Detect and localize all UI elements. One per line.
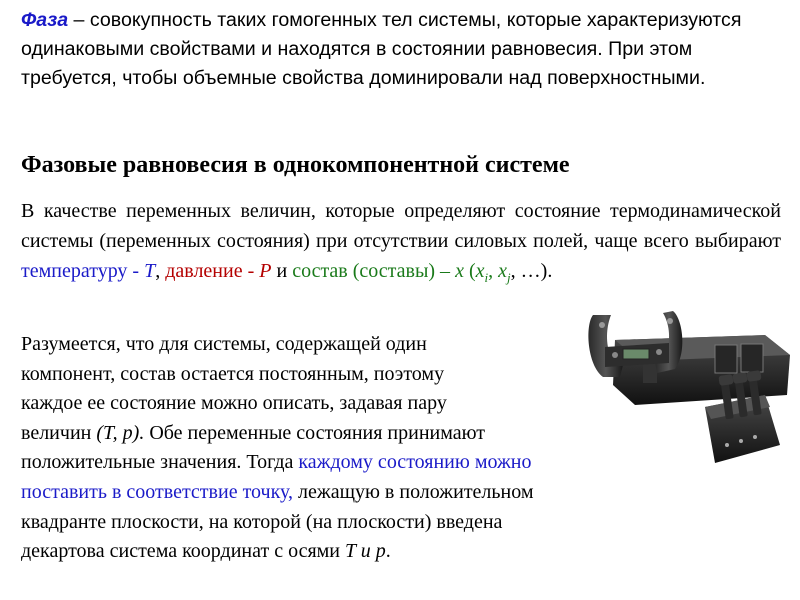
temperature-symbol: T [144, 260, 156, 282]
composition-term [292, 260, 511, 285]
para2-l5a: положительные значения. Тогда [21, 451, 299, 474]
phase-definition [21, 6, 781, 93]
pressure-symbol: P [259, 260, 272, 282]
composition-open: ( [463, 260, 476, 282]
pressure-term [165, 260, 271, 282]
composition-label: состав (составы) – [292, 260, 456, 282]
section-heading: Фазовые равновесия в однокомпонентной системе [21, 152, 570, 178]
pressure-label: давление - [165, 260, 260, 282]
composition-sep: , [488, 260, 499, 282]
para2-line-2: компонент, состав остается постоянным, поэтому [21, 362, 445, 385]
variables-paragraph [21, 196, 781, 286]
highlight-state-point-2: поставить в соответствие точку, [21, 480, 294, 503]
state-pair: (T, p). [96, 421, 145, 444]
para2-line-7: квадранте плоскости, на которой (на плоскости) введена [21, 510, 503, 533]
axes-names: T и p [345, 540, 386, 563]
para2-l6b: лежащую в положительном [293, 480, 534, 503]
phase-definition-text: – совокупность таких гомогенных тел системы, которые характеризуются одинаковыми свойствами и находятся в состоянии равновесия. При этом требуется, чтобы объемные свойства доминировали над поверхностными. [21, 9, 742, 89]
para2-l4c: Обе переменные состояния принимают [144, 421, 486, 444]
xj-subscript: j [507, 270, 511, 285]
para1-and: и [271, 260, 293, 282]
para1-comma: , [155, 260, 161, 282]
para2-line-1: Разумеется, что для системы, содержащей один [21, 333, 427, 355]
para1-tail: , …). [510, 260, 553, 282]
flight-yoke-image [565, 295, 795, 470]
xi-symbol: x [475, 260, 485, 282]
para2-line-6 [21, 478, 781, 508]
xi-subscript: i [484, 270, 489, 285]
yoke-display [623, 349, 649, 359]
highlight-state-point-1: каждому состоянию можно [298, 451, 532, 474]
phase-term: Фаза [21, 9, 69, 31]
temperature-term [21, 260, 155, 282]
para2-l4a: величин [21, 421, 97, 444]
para2-l8a: декартова система координат с осями [21, 540, 346, 563]
para2-line-3: каждое ее состояние можно описать, задавая пару [21, 392, 447, 415]
para2-l8c: . [385, 540, 391, 563]
xj-symbol: x [498, 260, 508, 282]
para2-line-8 [21, 537, 781, 567]
composition-symbol: x [455, 260, 464, 282]
temperature-label: температуру - [21, 260, 145, 282]
para1-text: В качестве переменных величин, которые определяют состояние термодинамической системы (переменных состояния) при отсутствии силовых полей, чаще всего выбирают [21, 200, 781, 252]
